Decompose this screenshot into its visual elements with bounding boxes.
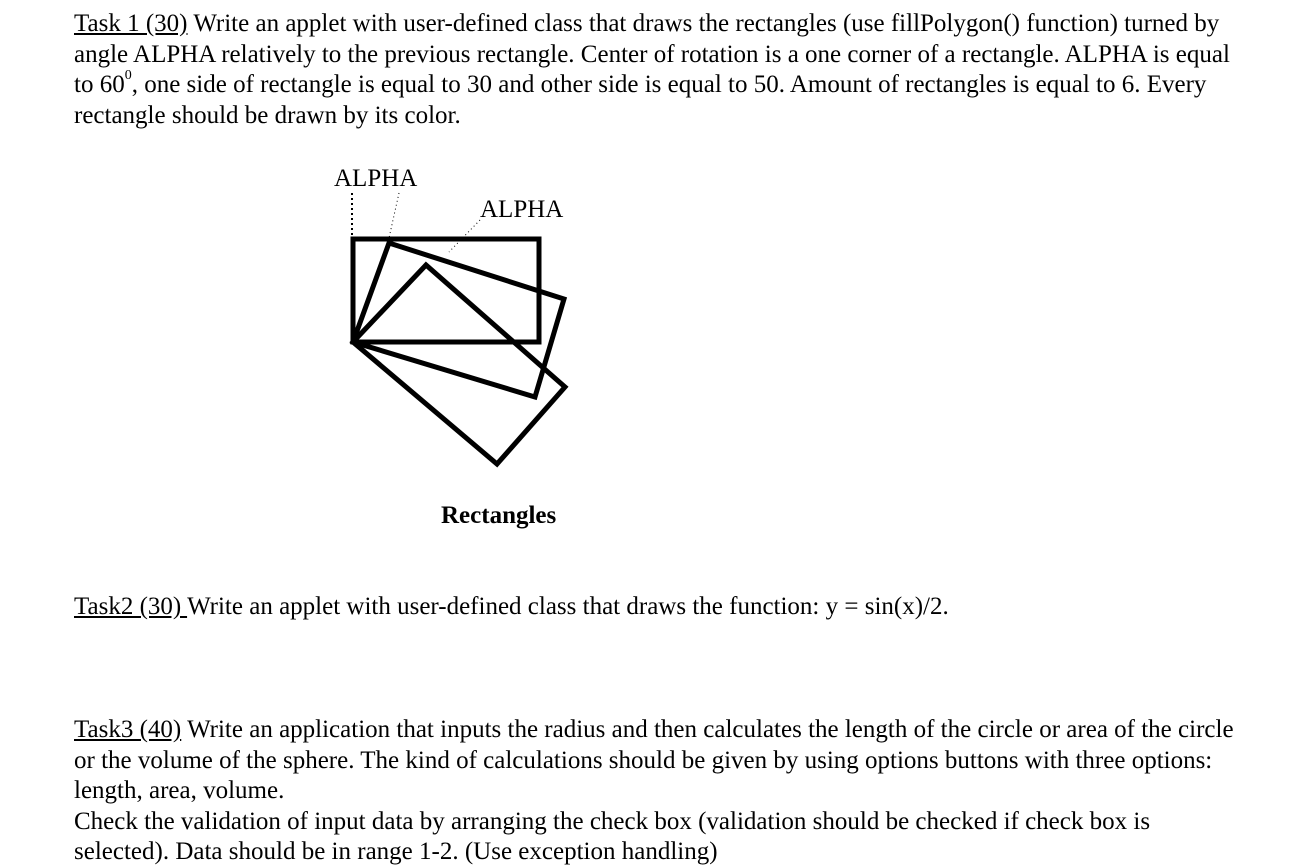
task2-label: Task2 (30) <box>74 593 188 620</box>
rectangle-1 <box>353 239 539 342</box>
task3-text-b: Check the validation of input data by arranging the check box (validation should be checked if check box is selected). Data should be in range 1-2. (Use exception handling) <box>74 807 1151 865</box>
task1-paragraph <box>74 9 1234 131</box>
task1-text-b: , one side of rectangle is equal to 30 and other side is equal to 50. Amount of rectangles is equal to 6. Every rectangle should be drawn by its color. <box>74 71 1207 129</box>
dotted-angle-guide-1 <box>389 193 399 238</box>
task1-label: Task 1 (30) <box>74 10 188 37</box>
task2-text: Write an applet with user-defined class that draws the function: y = sin(x)/2. <box>187 593 949 620</box>
task1-text-a: Write an applet with user-defined class that draws the rectangles (use fillPolygon() function) turned by angle ALPHA relatively to the previous rectangle. Center of rotation is a one corner of a rectangle. ALPHA is equal to 60 <box>74 10 1230 98</box>
task2-paragraph <box>74 592 1234 623</box>
rectangle-3 <box>353 265 565 464</box>
rectangle-2 <box>353 243 564 397</box>
task3-paragraph <box>74 715 1234 868</box>
alpha-label-2: ALPHA <box>480 196 564 223</box>
task3-text-a: Write an application that inputs the radius and then calculates the length of the circle or area of the circle or the volume of the sphere. The kind of calculations should be given by using options buttons with three options: length, area, volume. <box>74 716 1234 804</box>
dotted-angle-guide-2 <box>449 220 480 252</box>
task1-superscript: 0 <box>124 68 132 83</box>
task3-label: Task3 (40) <box>74 716 182 743</box>
rectangles-figure <box>320 160 600 540</box>
alpha-label-1: ALPHA <box>334 165 418 192</box>
figure-caption: Rectangles <box>441 502 557 529</box>
